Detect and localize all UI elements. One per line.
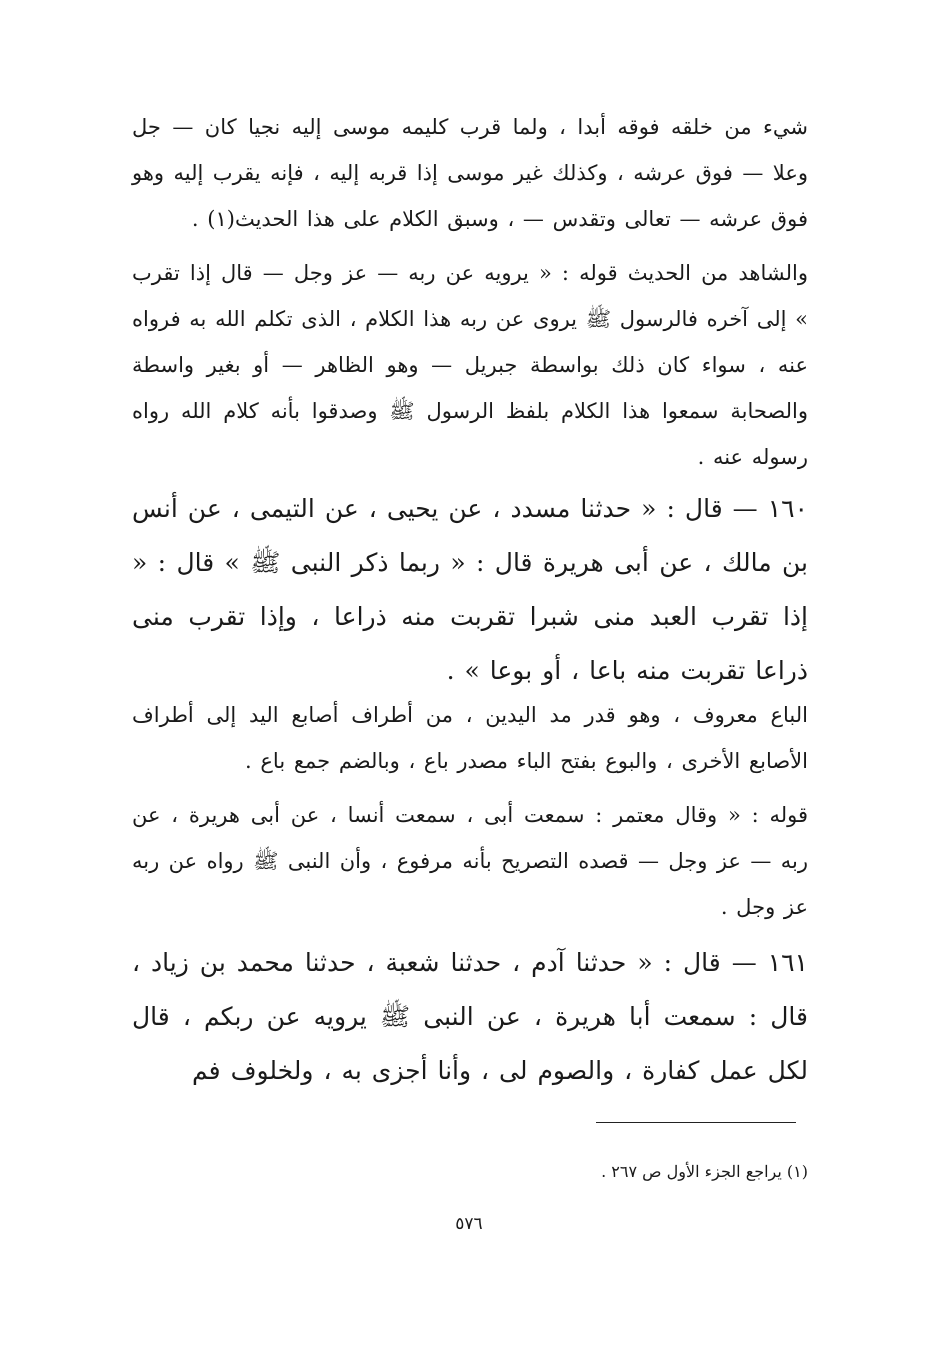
footnote: (١) يراجع الجزء الأول ص ٢٦٧ . bbox=[601, 1162, 808, 1181]
commentary-paragraph: الباع معروف ، وهو قدر مد اليدين ، من أطراف أصابع اليد إلى أطراف الأصابع الأخرى ، والبوع بفتح الباء مصدر باع ، وبالضم جمع باع . bbox=[132, 703, 808, 773]
page-number: ٥٧٦ bbox=[455, 1214, 483, 1234]
commentary-paragraph: شيء من خلقه فوقه أبدا ، ولما قرب كليمه موسى إليه نجيا كان — جل وعلا — فوق عرشه ، وكذلك غير موسى إذا قربه إليه ، فإنه يقرب إليه وهو فوق عرشه — تعالى وتقدس — ، وسبق الكلام على هذا الحديث(١) . bbox=[132, 115, 808, 231]
commentary-paragraph: قوله : « وقال معتمر : سمعت أبى ، سمعت أنسا ، عن أبى هريرة ، عن ربه — عز وجل — قصده التصريح بأنه مرفوع ، وأن النبى ﷺ رواه عن ربه عز وجل . bbox=[132, 803, 808, 919]
hadith-paragraph: ١٦١ — قال : « حدثنا آدم ، حدثنا شعبة ، حدثنا محمد بن زياد ، قال : سمعت أبا هريرة ، عن النبى ﷺ يرويه عن ربكم ، قال لكل عمل كفارة ، والصوم لى ، وأنا أجزى به ، ولخلوف فم bbox=[132, 948, 808, 1085]
hadith-paragraph: ١٦٠ — قال : « حدثنا مسدد ، عن يحيى ، عن التيمى ، عن أنس بن مالك ، عن أبى هريرة قال : « ربما ذكر النبى ﷺ » قال : « إذا تقرب العبد منى شبرا تقربت منه ذراعا ، وإذا تقرب منى ذراعا تقربت منه باعا ، أو بوعا » . bbox=[132, 494, 808, 685]
commentary-paragraph: والشاهد من الحديث قوله : « يرويه عن ربه — عز وجل — قال إذا تقرب » إلى آخره فالرسول ﷺ يروى عن ربه هذا الكلام ، الذى تكلم الله به فرواه عنه ، سواء كان ذلك بواسطة جبريل — وهو الظاهر — أو بغير واسطة والصحابة سمعوا هذا الكلام بلفظ الرسول ﷺ وصدقوا بأنه كلام الله رواه رسوله عنه . bbox=[132, 261, 808, 469]
footnote-divider bbox=[596, 1122, 796, 1123]
